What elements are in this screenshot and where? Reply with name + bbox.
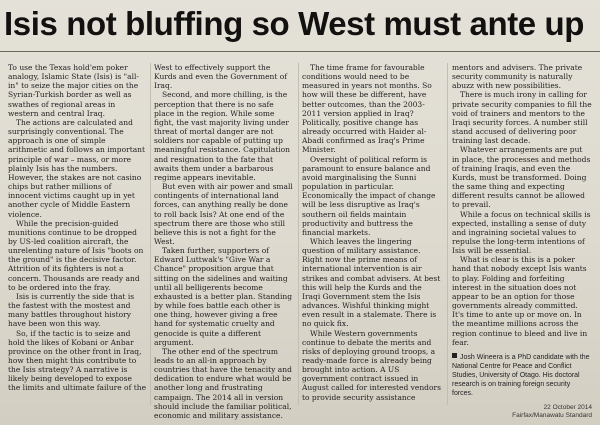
dateline: 22 October 2014 [543, 404, 592, 411]
source-footer [512, 404, 592, 420]
paragraph: Whatever arrangements are put in place, the processes and methods of training Iraqis, and even the Kurds, must be transformed. Doing the same thing and expecting different results cannot be allowed to prevail. [452, 145, 591, 210]
paragraph: Taken further, supporters of Edward Luttwak's "Give War a Chance" proposition argue that sitting on the sidelines and waiting until all belligerents become exhausted is a better plan. Standing by while foes battle each other is one thing, however giving a free hand for systematic cruelty and genocide is quite a different argument. [154, 246, 293, 347]
square-bullet-icon [452, 353, 457, 358]
paragraph: The actions are calculated and surprisingly conventional. The approach is one of simple arithmetic and follows an important principle of war – mass, or more plainly Isis has the numbers. However, the stakes are not casino chips but rather millions of innocent victims caught up in yet another cycle of Middle Eastern violence. [8, 117, 146, 219]
column-4 [452, 63, 592, 405]
author-bio-text: Josh Wineera is a PhD candidate with the National Centre for Peace and Conflict Studies, University of Otago. His doctoral research is on training foreign security forces. [452, 353, 590, 397]
paragraph: While the precision-guided munitions continue to be dropped by US-led coalition aircraft, the unrelenting nature of Isis "boots on the ground" is the decisive factor. Attrition of its fighters is not a concern. Thousands are ready and to be ordered into the fray. [8, 218, 144, 292]
paragraph: mentors and advisers. The private security community is naturally abuzz with new possibilities. [452, 63, 583, 91]
paragraph: While Western governments continue to debate the merits and risks of deploying ground troops, a ready-made force is already being brought into action. A US government contract issued in August called for interested vendors to provide security assistance [302, 328, 441, 402]
paragraph: So, if the tactic is to seize and hold the likes of Kobani or Anbar province on the other front in Iraq, how then might this contribute to the Isis strategy? A narrative is likely being developed to expose the limits and ultimate failure of the [8, 328, 147, 393]
author-bio [452, 353, 592, 398]
paragraph: The other end of the spectrum leads to an all-in approach by countries that have the tenacity and dedication to endure what would be another long and frustrating campaign. The 2014 all in version should include the familiar political, economic and military assistance. [154, 346, 292, 420]
paragraph: Second, and more chilling, is the perception that there is no safe place in the region. While some fight, the vast majority living under threat of mortal danger are not soldiers nor capable of putting up meaningful resistance. Capitulation and resignation to the fate that awaits them under a barbarous regime appears inevitable. [154, 90, 290, 182]
publication-name: Fairfax/Manawatu Standard [512, 412, 592, 419]
paragraph: Which leaves the lingering question of military assistance. Right now the prime means of international intervention is air strikes and combat advisers. At best this will help the Kurds and the Iraqi Government stem the Isis advances. Wishful thinking might even result in a stalemate. There is no quick fix. [302, 236, 441, 329]
paragraph: The time frame for favourable conditions would need to be measured in years not months. So how will these be different, have better outcomes, than the 2003-2011 version applied in Iraq? Politically, positive change has already occurred with Haider al-Abadi confirmed as Iraq's Prime Minister. [302, 63, 432, 155]
column-divider [447, 63, 448, 405]
column-2 [154, 63, 294, 420]
paragraph: There is much irony in calling for private security companies to fill the void of trainers and mentors to the Iraqi security forces. A number still stand accused of delivering poor training last decade. [452, 90, 592, 146]
paragraph: While a focus on technical skills is expected, installing a sense of duty and ingraining societal values to repulse the long-term intentions of Isis will be essential. [452, 209, 591, 256]
paragraph: But even with air power and small contingents of international land forces, can anything really be done to roll back Isis? At one end of the spectrum there are those who still believe this is not a fight for the West. [154, 182, 293, 246]
headline: Isis not bluffing so West must ante up [0, 0, 600, 52]
paragraph: What is clear is this is a poker hand that nobody except Isis wants to play. Folding and forfeiting interest in the situation does not appear to be an option for those governments already committed. It's time to ante up or move on. In the meantime millions across the region continue to bleed and live in fear. [452, 255, 588, 347]
column-divider [298, 63, 299, 405]
column-1 [8, 63, 146, 405]
paragraph: To use the Texas hold'em poker analogy, Islamic State (Isis) is "all-in" to seize the major cities on the Syrian-Turkish border as well as swathes of regional areas in western and central Iraq. [8, 63, 139, 118]
paragraph: West to effectively support the Kurds and even the Government of Iraq. [154, 63, 288, 91]
paragraph: Oversight of political reform is paramount to ensure balance and avoid marginalising the Sunni population in particular. Economically the impact of change will be less disruptive as Iraq's southern oil fields maintain productivity and buttress the financial markets. [302, 154, 436, 237]
column-divider [150, 63, 151, 405]
column-3 [302, 63, 442, 405]
paragraph: Isis is currently the side that is the fastest with the mostest and many battles throughout history have been won this way. [8, 291, 135, 329]
